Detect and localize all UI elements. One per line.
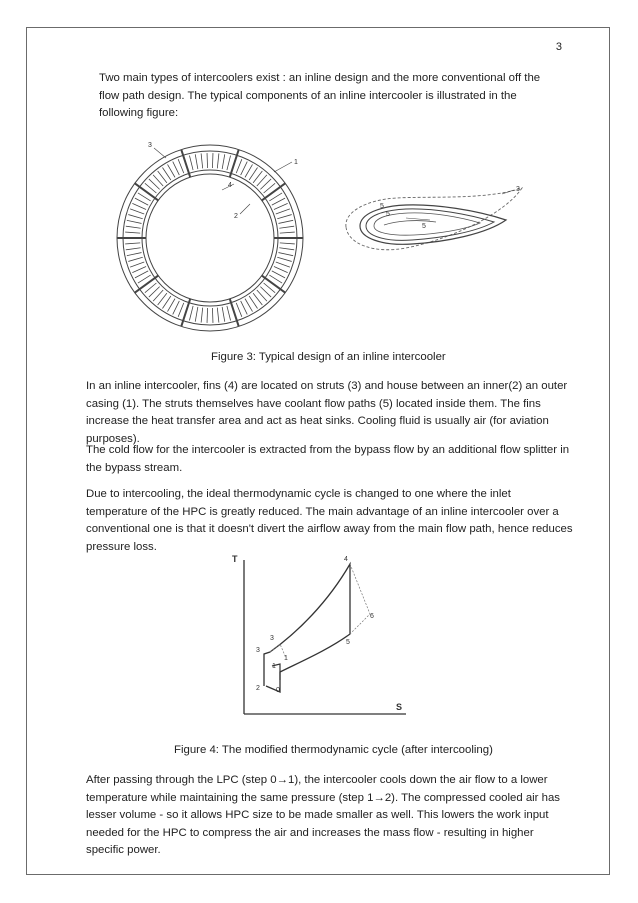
ideal-expansion-dashed: [350, 564, 370, 634]
strut-airfoil-drawing: [336, 182, 536, 272]
fin: [279, 248, 294, 250]
fin: [217, 308, 219, 323]
fin: [178, 159, 184, 173]
ring-label-2: 2: [234, 213, 238, 220]
inner-casing-inner-outline: [146, 174, 274, 302]
fin: [128, 215, 142, 219]
fin: [127, 220, 142, 223]
fin: [201, 308, 203, 323]
fin: [241, 162, 248, 175]
strut-label-5-outer: 5: [386, 211, 390, 218]
fin: [249, 168, 257, 180]
inline-intercooler-ring-drawing: [110, 138, 310, 338]
ring-label-3: 3: [148, 142, 152, 149]
fin: [132, 266, 146, 272]
fin: [207, 153, 208, 168]
fin: [126, 226, 141, 228]
outer-casing-inner-outline: [123, 151, 297, 325]
point-label-4: 4: [344, 556, 348, 563]
cycle-path: [264, 564, 350, 692]
fin: [195, 307, 198, 322]
fin: [245, 299, 253, 312]
fin: [128, 257, 142, 261]
fin: [125, 243, 140, 244]
fin: [227, 306, 231, 321]
t-axis-label: T: [232, 554, 238, 564]
fin: [276, 209, 290, 214]
point-label-1: 1: [284, 655, 288, 662]
fin: [212, 153, 213, 168]
fin: [280, 232, 295, 233]
point-label-2: 2: [256, 685, 260, 692]
fin: [236, 159, 242, 173]
fin: [173, 162, 180, 175]
coolant-channel-line: [384, 221, 436, 225]
fin: [201, 153, 203, 168]
fin: [130, 262, 144, 267]
fins-group: [117, 150, 303, 327]
figure-4-caption: Figure 4: The modified thermodynamic cycle (after intercooling): [174, 744, 493, 756]
fin: [222, 307, 225, 322]
point-label-6: 6: [370, 613, 374, 620]
point-label-5: 5: [346, 639, 350, 646]
fin: [168, 164, 176, 177]
ring-label-4: 4: [228, 182, 232, 189]
page-number: 3: [555, 41, 562, 53]
inner-casing-outline: [142, 170, 278, 306]
fin: [278, 220, 293, 223]
paragraph-cold-flow: The cold flow for the intercooler is extracted from the bypass flow by an additional flow splitter in the bypass stream.: [86, 444, 570, 474]
ts-diagram: [228, 552, 408, 722]
fin: [207, 308, 208, 323]
fin: [135, 198, 148, 205]
fin: [126, 248, 141, 250]
bypass-duct-dashed-outline: [346, 188, 522, 250]
fin: [236, 303, 242, 317]
figure-3-caption: Figure 3: Typical design of an inline intercooler: [211, 351, 446, 363]
fin: [173, 301, 180, 314]
fin: [189, 156, 193, 171]
fin: [162, 168, 170, 180]
fin: [162, 296, 170, 308]
fin: [135, 271, 148, 278]
fin: [280, 243, 295, 244]
fin: [212, 308, 213, 323]
intro-paragraph: Two main types of intercoolers exist : an inline design and the more conventional off the flow path design. The typical components of an inline intercooler is illustrated in the following figure:: [99, 72, 541, 119]
fin: [178, 303, 184, 317]
fin: [272, 271, 285, 278]
fin: [274, 203, 288, 209]
fin: [125, 232, 140, 233]
fin: [276, 262, 290, 267]
fin: [132, 203, 146, 209]
fin: [277, 257, 291, 261]
fin: [249, 296, 257, 308]
fin: [217, 153, 219, 168]
strut-label-5: 5: [380, 203, 384, 210]
point-label-0: 0: [276, 687, 280, 694]
fin: [278, 253, 293, 256]
paragraph-intercooler-components: In an inline intercooler, fins (4) are located on struts (3) and house between an inner(2) an outer casing (1). The struts themselves have coolant flow paths (5) located inside them. The fins increase the heat transfer area and act as heat sinks. Cooling fluid is usually air (for aviation purposes).: [86, 380, 568, 445]
ring-label-1: 1: [294, 159, 298, 166]
fin: [279, 226, 294, 228]
fin: [245, 164, 253, 177]
strut-label-3: 3: [516, 186, 520, 193]
point-label-3-prime: 3: [270, 635, 274, 642]
fin: [127, 253, 142, 256]
fin: [189, 306, 193, 321]
s-axis-label: S: [396, 702, 403, 712]
paragraph-thermo-cycle: Due to intercooling, the ideal thermodynamic cycle is changed to one where the inlet temperature of the HPC is greatly reduced. The main advantage of an inline intercooler over a conventional one is that it doesn't divert the airflow away from the main flow path, hence reduces pressure loss.: [86, 488, 573, 553]
point-label-1-prime: 1: [272, 663, 276, 670]
fin: [195, 154, 198, 169]
fin: [274, 266, 288, 272]
fin: [222, 154, 225, 169]
fin: [272, 198, 285, 205]
fin: [168, 299, 176, 312]
paragraph-lpc-hpc: After passing through the LPC (step 0→1), the intercooler cools down the air flow to a lower temperature while maintaining the same pressure (step 1→2). The compressed cooled air has lesser volume - so it allows HPC size to be made smaller as well. This lowers the work input needed for the HPC to compress the air and increases the mass flow - resulting in higher specific power.: [86, 774, 561, 856]
fin: [227, 156, 231, 171]
fin: [241, 301, 248, 314]
fin: [130, 209, 144, 214]
strut-label-5-inner: 5: [422, 223, 426, 230]
fin: [277, 215, 291, 219]
point-label-3: 3: [256, 647, 260, 654]
